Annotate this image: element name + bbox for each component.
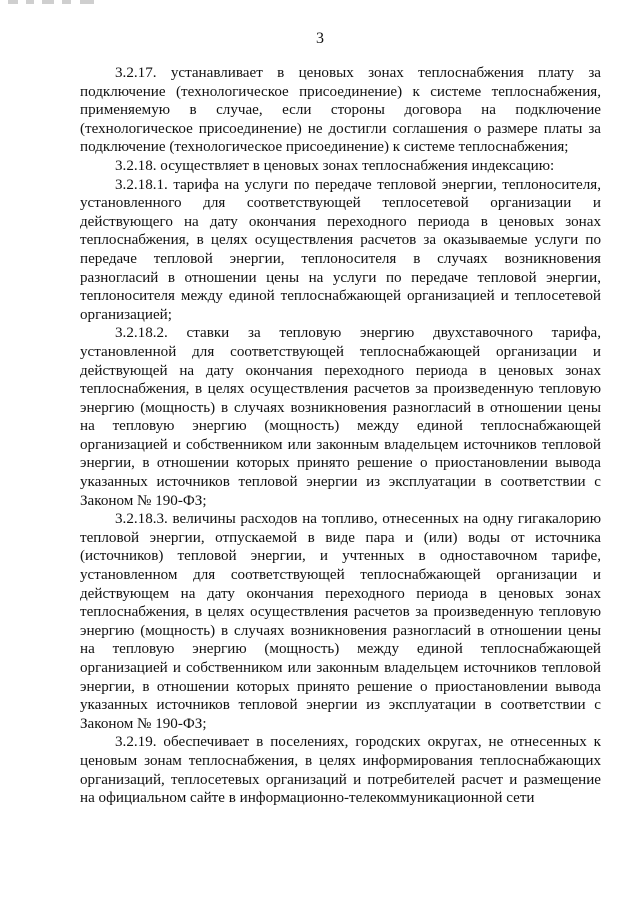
document-body	[80, 64, 601, 808]
paragraph-3-2-18-3: 3.2.18.3. величины расходов на топливо, отнесенных на одну гигакалорию тепловой энергии, отпускаемой в виде пара и (или) воды от источника (источников) тепловой энергии, и учтенных в одноставочном тарифе, установленном для соответствующей теплоснабжающей организации и действующем на дату окончания переходного периода в ценовых зонах теплоснабжения, в целях осуществления расчетов за произведенную тепловую энергию (мощность) в случаях возникновения разногласий в отношении цены на тепловую энергию (мощность) между единой теплоснабжающей организацией и собственником или законным владельцем источников тепловой энергии, в отношении которых принято решение о приостановлении вывода указанных источников тепловой энергии из эксплуатации в соответствии с Законом № 190-ФЗ;	[80, 511, 601, 732]
paragraph-3-2-18-2: 3.2.18.2. ставки за тепловую энергию двухставочного тарифа, установленной для соответствующей теплоснабжающей организации и действующей на дату окончания переходного периода в ценовых зонах теплоснабжения, в целях осуществления расчетов за произведенную тепловую энергию (мощность) в случаях возникновения разногласий в отношении цены на тепловую энергию (мощность) между единой теплоснабжающей организацией и собственником или законным владельцем источников тепловой энергии, в отношении которых принято решение о приостановлении вывода указанных источников тепловой энергии из эксплуатации в соответствии с Законом № 190-ФЗ;	[80, 325, 601, 509]
paragraph-3-2-17: 3.2.17. устанавливает в ценовых зонах теплоснабжения плату за подключение (технологическое присоединение) к системе теплоснабжения, применяемую в случае, если стороны договора на подключение (технологическое присоединение) не достигли соглашения о размере платы за подключение (технологическое присоединение) к системе теплоснабжения;	[80, 65, 601, 156]
paragraph-3-2-18: 3.2.18. осуществляет в ценовых зонах теплоснабжения индексацию:	[115, 157, 555, 174]
paragraph-3-2-19: 3.2.19. обеспечивает в поселениях, городских округах, не отнесенных к ценовым зонам теплоснабжения, в целях информирования теплоснабжающих организаций, теплосетевых организаций и потребителей расчет и размещение на официальном сайте в информационно-телекоммуникационной сети	[80, 734, 601, 807]
scan-edge-marks	[0, 0, 640, 6]
paragraph-3-2-18-1: 3.2.18.1. тарифа на услуги по передаче тепловой энергии, теплоносителя, установленного для соответствующей теплосетевой организации и действующего на дату окончания переходного периода в ценовых зонах теплоснабжения, в целях осуществления расчетов за оказываемые услуги по передаче тепловой энергии, теплоносителя в случаях возникновения разногласий в отношении цены на услуги по передаче тепловой энергии, теплоносителя между единой теплоснабжающей организацией и теплосетевой организацией;	[80, 176, 601, 323]
page-number: 3	[316, 30, 324, 47]
